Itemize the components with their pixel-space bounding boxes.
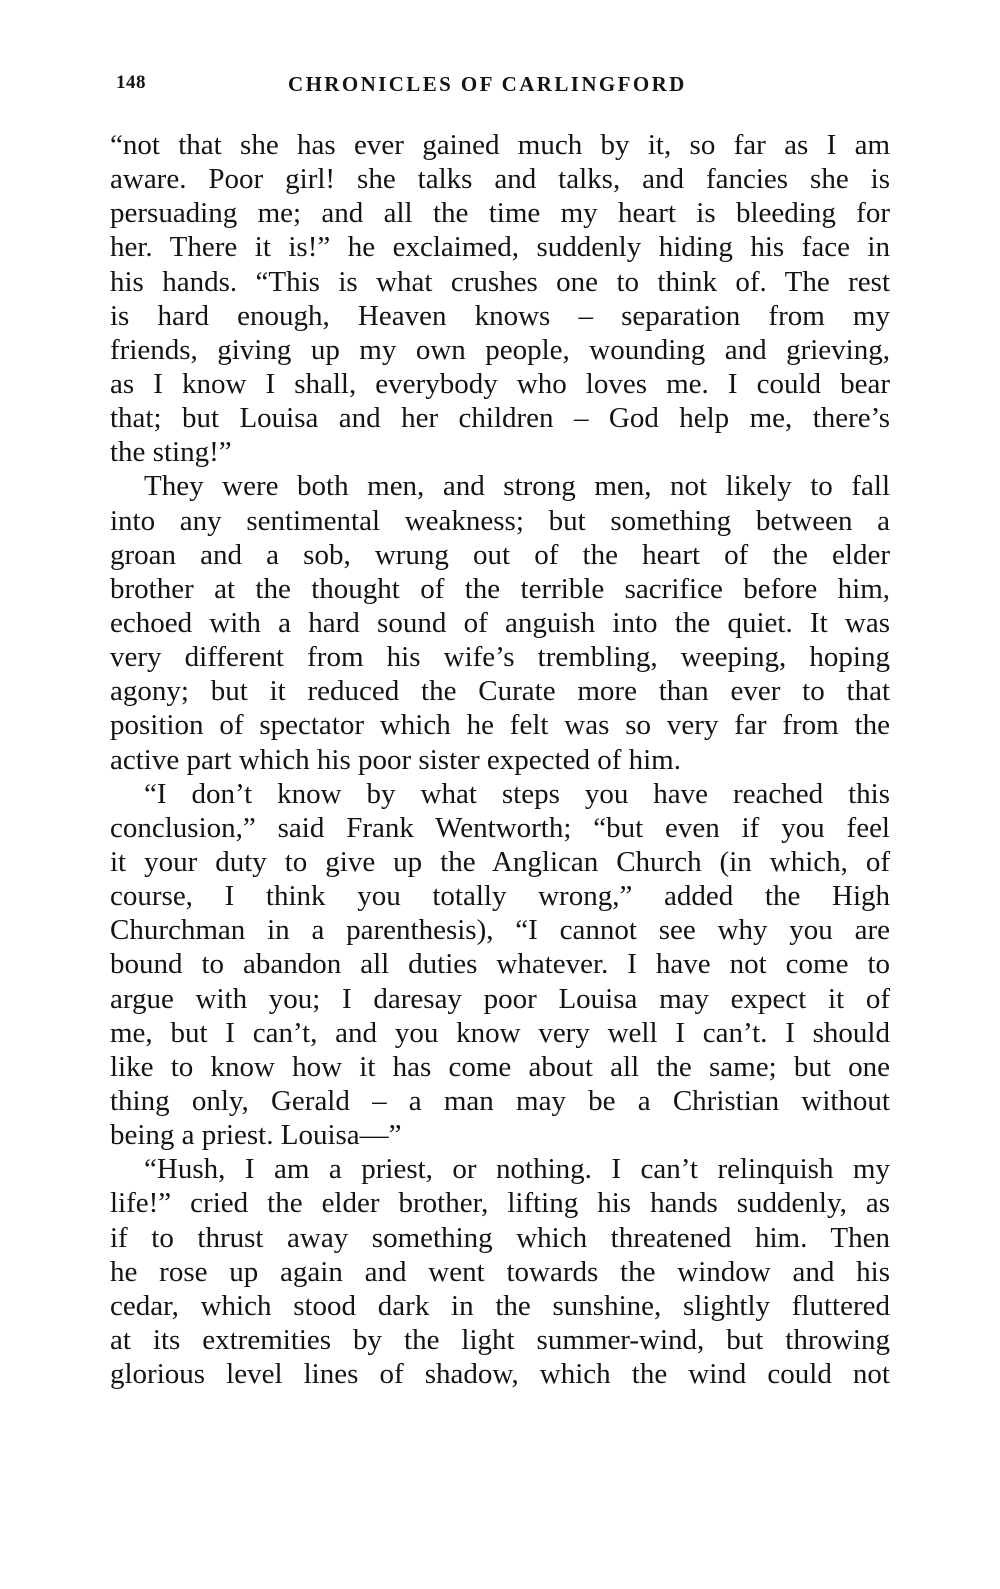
text-line: he rose up again and went towards the window and his [110,1255,890,1288]
text-line: that; but Louisa and her children – God help me, there’s [110,402,890,435]
text-line: persuading me; and all the time my heart is bleeding for [110,197,890,230]
text-line: Churchman in a parenthesis), “I cannot see why you are [110,914,890,947]
text-line: argue with you; I daresay poor Louisa may expect it of [110,982,890,1015]
text-line: his hands. “This is what crushes one to think of. The rest [110,265,890,298]
text-line: They were both men, and strong men, not likely to fall [144,470,890,503]
text-line: if to thrust away something which threatened him. Then [110,1221,890,1254]
text-line: very different from his wife’s trembling, weeping, hoping [110,641,890,674]
text-line: bound to abandon all duties whatever. I have not come to [110,948,890,981]
text-line: being a priest. Louisa—” [110,1119,402,1152]
text-line: her. There it is!” he exclaimed, suddenly hiding his face in [110,231,890,264]
text-line: course, I think you totally wrong,” added the High [110,880,890,913]
text-line: active part which his poor sister expected of him. [110,743,681,776]
book-title: CHRONICLES OF CARLINGFORD [288,72,687,96]
text-line: the sting!” [110,436,232,469]
text-line: conclusion,” said Frank Wentworth; “but even if you feel [110,811,890,844]
text-line: cedar, which stood dark in the sunshine, slightly fluttered [110,1289,890,1322]
text-line: as I know I shall, everybody who loves me. I could bear [110,367,890,400]
text-line: agony; but it reduced the Curate more than ever to that [110,675,890,708]
text-line: thing only, Gerald – a man may be a Christian without [110,1084,890,1117]
text-line: glorious level lines of shadow, which the wind could not [110,1358,890,1391]
running-head [110,72,900,104]
text-line: me, but I can’t, and you know very well I can’t. I should [110,1016,890,1049]
text-line: it your duty to give up the Anglican Church (in which, of [110,845,890,878]
text-line: at its extremities by the light summer-wind, but throwing [110,1323,890,1356]
page-number: 148 [116,72,146,93]
text-line: like to know how it has come about all the same; but one [110,1050,890,1083]
body-text [110,128,890,1391]
text-line: is hard enough, Heaven knows – separation from my [110,299,890,332]
text-line: groan and a sob, wrung out of the heart of the elder [110,538,890,571]
text-line: friends, giving up my own people, wounding and grieving, [110,333,890,366]
text-line: life!” cried the elder brother, lifting his hands suddenly, as [110,1187,890,1220]
text-line: “Hush, I am a priest, or nothing. I can’t relinquish my [144,1153,890,1186]
text-line: brother at the thought of the terrible sacrifice before him, [110,572,890,605]
text-line: aware. Poor girl! she talks and talks, and fancies she is [110,163,890,196]
text-line: “not that she has ever gained much by it, so far as I am [110,129,890,161]
text-line: into any sentimental weakness; but something between a [110,504,890,537]
text-line: echoed with a hard sound of anguish into the quiet. It was [110,606,890,639]
text-line: position of spectator which he felt was so very far from the [110,709,890,742]
text-line: “I don’t know by what steps you have reached this [144,777,890,810]
